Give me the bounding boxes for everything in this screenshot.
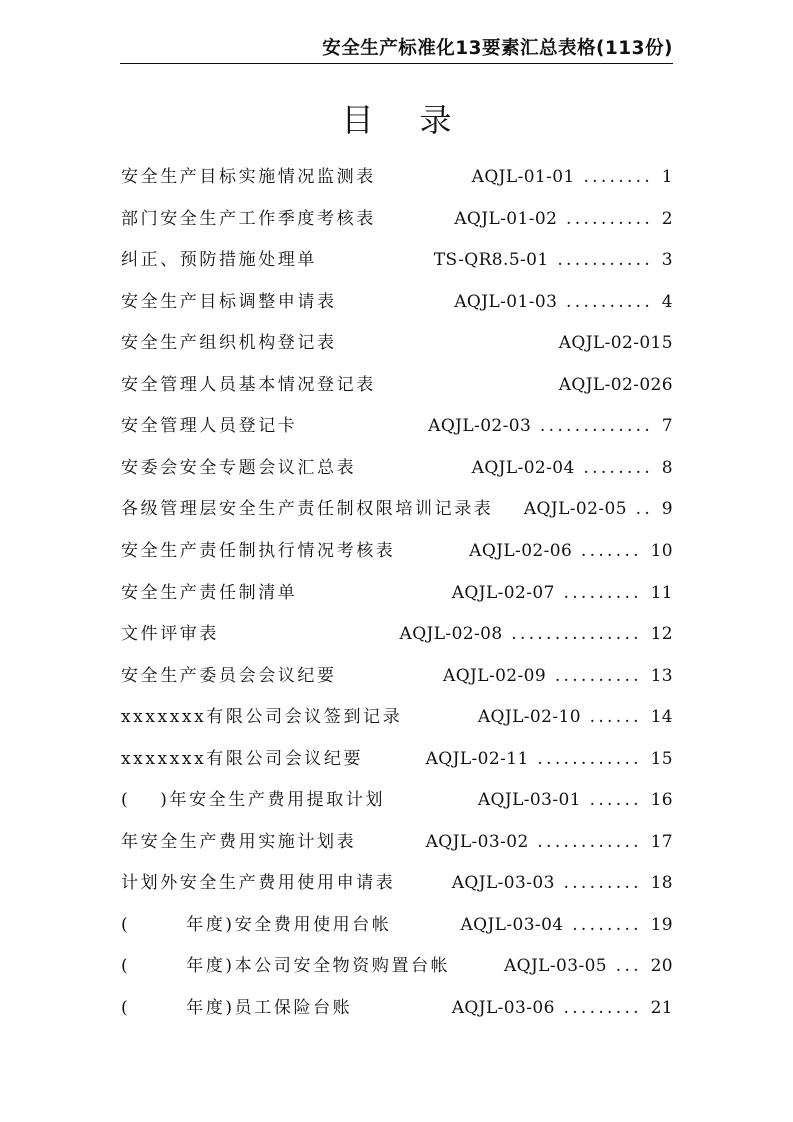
toc-entry-page-number: 11 xyxy=(650,583,673,603)
toc-entry-code: AQJL-02-08 xyxy=(399,624,503,644)
toc-entry-code: AQJL-03-04 xyxy=(460,915,564,935)
toc-entry-code: AQJL-01-02 xyxy=(454,209,558,229)
toc-entry-label: 安全生产目标调整申请表 xyxy=(121,292,337,312)
toc-entry-reference xyxy=(443,662,673,690)
toc-entry-page-number: 2 xyxy=(661,209,673,229)
toc-entry-label: 纠正、预防措施处理单 xyxy=(121,250,317,270)
toc-entry-leader-dots: ...... xyxy=(580,707,651,727)
toc-entry-label: xxxxxxx有限公司会议纪要 xyxy=(121,749,364,769)
toc-entry[interactable] xyxy=(0,246,793,274)
toc-entry-leader-dots: ......... xyxy=(554,873,651,893)
toc-entry[interactable] xyxy=(0,537,793,565)
toc-entry-code: AQJL-03-05 xyxy=(503,956,608,976)
toc-entry-reference xyxy=(460,911,673,939)
toc-entry-label xyxy=(121,911,391,939)
toc-entry-reference xyxy=(472,163,673,191)
toc-heading: 目录 xyxy=(341,101,498,139)
toc-entry[interactable] xyxy=(0,579,793,607)
toc-entry-leader-dots: ......... xyxy=(554,583,651,603)
toc-entry-label xyxy=(121,786,385,814)
toc-entry-code: AQJL-02-06 xyxy=(469,541,573,561)
toc-entry-leader-dots: ............ xyxy=(528,832,651,852)
toc-entry-label: 安全生产目标实施情况监测表 xyxy=(121,167,376,187)
toc-entry-label: xxxxxxx有限公司会议签到记录 xyxy=(121,707,403,727)
toc-entry-label: 安全管理人员基本情况登记表 xyxy=(121,375,376,395)
toc-entry-leader-dots: ............ xyxy=(528,749,651,769)
toc-entry-leader-dots: ........... xyxy=(548,250,662,270)
toc-entry-label-text: 年度)本公司安全物资购置台帐 xyxy=(186,956,451,976)
toc-entry-label: 安全生产委员会会议纪要 xyxy=(121,666,337,686)
toc-entry-code: AQJL-02-09 xyxy=(443,666,547,686)
toc-entry-label-prefix: ( xyxy=(121,956,131,976)
toc-entry[interactable] xyxy=(0,952,793,980)
toc-entry-reference xyxy=(400,620,673,648)
toc-entry[interactable] xyxy=(0,495,793,523)
toc-entry-code: AQJL-01-01 xyxy=(471,167,575,187)
toc-entry-label-prefix: ( xyxy=(121,998,131,1018)
toc-entry[interactable] xyxy=(0,911,793,939)
toc-entry-reference xyxy=(426,828,673,856)
toc-entry-leader-dots: ............... xyxy=(502,624,651,644)
toc-entry-reference xyxy=(428,412,673,440)
toc-entry-label-text: 年度)安全费用使用台帐 xyxy=(186,915,392,935)
toc-entry[interactable] xyxy=(0,371,793,399)
toc-entry-code: AQJL-03-01 xyxy=(477,790,581,810)
toc-entry-leader-dots: ........ xyxy=(563,915,651,935)
toc-entry[interactable] xyxy=(0,828,793,856)
toc-entry-reference xyxy=(478,703,673,731)
toc-entry-reference xyxy=(452,869,673,897)
toc-entry-leader-dots: ....... xyxy=(572,541,651,561)
toc-entry-page-number: 1 xyxy=(661,167,673,187)
toc-entry-page-number: 13 xyxy=(650,666,673,686)
toc-entry-label: 各级管理层安全生产责任制权限培训记录表 xyxy=(121,499,494,519)
toc-entry-leader-dots: ...... xyxy=(580,790,651,810)
toc-entry-code: AQJL-02-02 xyxy=(558,375,662,395)
toc-entry-label-prefix: ( xyxy=(121,915,131,935)
toc-entry-page-number: 17 xyxy=(650,832,673,852)
toc-entry[interactable] xyxy=(0,869,793,897)
toc-entry[interactable] xyxy=(0,205,793,233)
toc-entry[interactable] xyxy=(0,662,793,690)
toc-entry-label: 计划外安全生产费用使用申请表 xyxy=(121,873,396,893)
toc-entry-leader-dots: .......... xyxy=(546,666,651,686)
toc-entry-page-number: 8 xyxy=(661,458,673,478)
toc-entry-code: AQJL-02-11 xyxy=(425,749,529,769)
toc-entry-label-text: 年度)员工保险台账 xyxy=(186,998,353,1018)
toc-entry-leader-dots: ............. xyxy=(531,416,662,436)
toc-entry-page-number: 15 xyxy=(650,749,673,769)
toc-entry-label-text: )年安全生产费用提取计划 xyxy=(160,790,386,810)
toc-entry[interactable] xyxy=(0,745,793,773)
toc-entry-label xyxy=(121,952,450,980)
toc-entry-leader-dots: ........ xyxy=(574,458,662,478)
toc-entry-leader-dots: .. xyxy=(626,499,662,519)
toc-entry[interactable] xyxy=(0,288,793,316)
header-rule xyxy=(120,63,673,64)
toc-entry-page-number: 14 xyxy=(650,707,673,727)
toc-entry-label: 部门安全生产工作季度考核表 xyxy=(121,209,376,229)
toc-entry[interactable] xyxy=(0,329,793,357)
toc-entry-page-number: 10 xyxy=(650,541,673,561)
toc-entry-label xyxy=(121,994,352,1022)
toc-entry-reference xyxy=(452,579,673,607)
toc-entry-code: AQJL-03-02 xyxy=(425,832,529,852)
toc-entry-reference xyxy=(434,246,673,274)
toc-entry-reference xyxy=(452,994,673,1022)
toc-entry-page-number: 12 xyxy=(650,624,673,644)
toc-entry-label: 安委会安全专题会议汇总表 xyxy=(121,458,357,478)
toc-entry-reference xyxy=(559,371,673,399)
toc-entry-label: 文件评审表 xyxy=(121,624,219,644)
toc-entry-reference xyxy=(454,205,673,233)
toc-entry-page-number: 4 xyxy=(661,292,673,312)
toc-entry-page-number: 19 xyxy=(650,915,673,935)
toc-entry-code: AQJL-02-01 xyxy=(558,333,662,353)
toc-entry[interactable] xyxy=(0,994,793,1022)
toc-entry-code: TS-QR8.5-01 xyxy=(433,250,549,270)
toc-entry-leader-dots: ... xyxy=(607,956,651,976)
toc-entry-page-number: 3 xyxy=(661,250,673,270)
toc-entry-reference xyxy=(504,952,673,980)
toc-entry-label: 安全生产责任制执行情况考核表 xyxy=(121,541,396,561)
toc-entry-reference xyxy=(454,288,673,316)
toc-entry-code: AQJL-02-07 xyxy=(451,583,555,603)
document-header-title: 安全生产标准化13要素汇总表格(113份) xyxy=(322,38,673,59)
toc-entry-leader-dots: .......... xyxy=(557,209,662,229)
toc-entry-leader-dots: ......... xyxy=(554,998,651,1018)
toc-entry-code: AQJL-02-05 xyxy=(523,499,627,519)
toc-entry-label: 年安全生产费用实施计划表 xyxy=(121,832,357,852)
toc-entry-reference xyxy=(472,454,673,482)
toc-entry-page-number: 7 xyxy=(661,416,673,436)
toc-entry-code: AQJL-02-04 xyxy=(471,458,575,478)
toc-entry-label: 安全管理人员登记卡 xyxy=(121,416,298,436)
toc-entry-label: 安全生产组织机构登记表 xyxy=(121,333,337,353)
toc-entry-page-number: 21 xyxy=(650,998,673,1018)
toc-entry-reference xyxy=(469,537,673,565)
toc-entry-label: 安全生产责任制清单 xyxy=(121,583,298,603)
toc-entry[interactable] xyxy=(0,163,793,191)
toc-entry-page-number: 18 xyxy=(650,873,673,893)
toc-entry-label-prefix: ( xyxy=(121,790,131,810)
toc-entry-reference xyxy=(559,329,673,357)
toc-entry-leader-dots: ........ xyxy=(574,167,662,187)
toc-entry-page-number: 16 xyxy=(650,790,673,810)
toc-entry-page-number: 6 xyxy=(661,375,673,395)
toc-entry-page-number: 5 xyxy=(661,333,673,353)
toc-entry-page-number: 20 xyxy=(650,956,673,976)
toc-entry-reference xyxy=(478,786,673,814)
toc-entry-code: AQJL-02-03 xyxy=(428,416,532,436)
toc-entry-leader-dots: .......... xyxy=(557,292,662,312)
toc-entry-code: AQJL-01-03 xyxy=(454,292,558,312)
toc-entry-reference xyxy=(524,495,673,523)
toc-entry[interactable] xyxy=(0,412,793,440)
toc-entry-code: AQJL-02-10 xyxy=(477,707,581,727)
toc-entry[interactable] xyxy=(0,620,793,648)
toc-entry[interactable] xyxy=(0,454,793,482)
toc-entry-page-number: 9 xyxy=(661,499,673,519)
toc-entry-code: AQJL-03-03 xyxy=(451,873,555,893)
toc-entry-code: AQJL-03-06 xyxy=(451,998,555,1018)
toc-entry-reference xyxy=(426,745,673,773)
toc-entry[interactable] xyxy=(0,703,793,731)
toc-entry[interactable] xyxy=(0,786,793,814)
